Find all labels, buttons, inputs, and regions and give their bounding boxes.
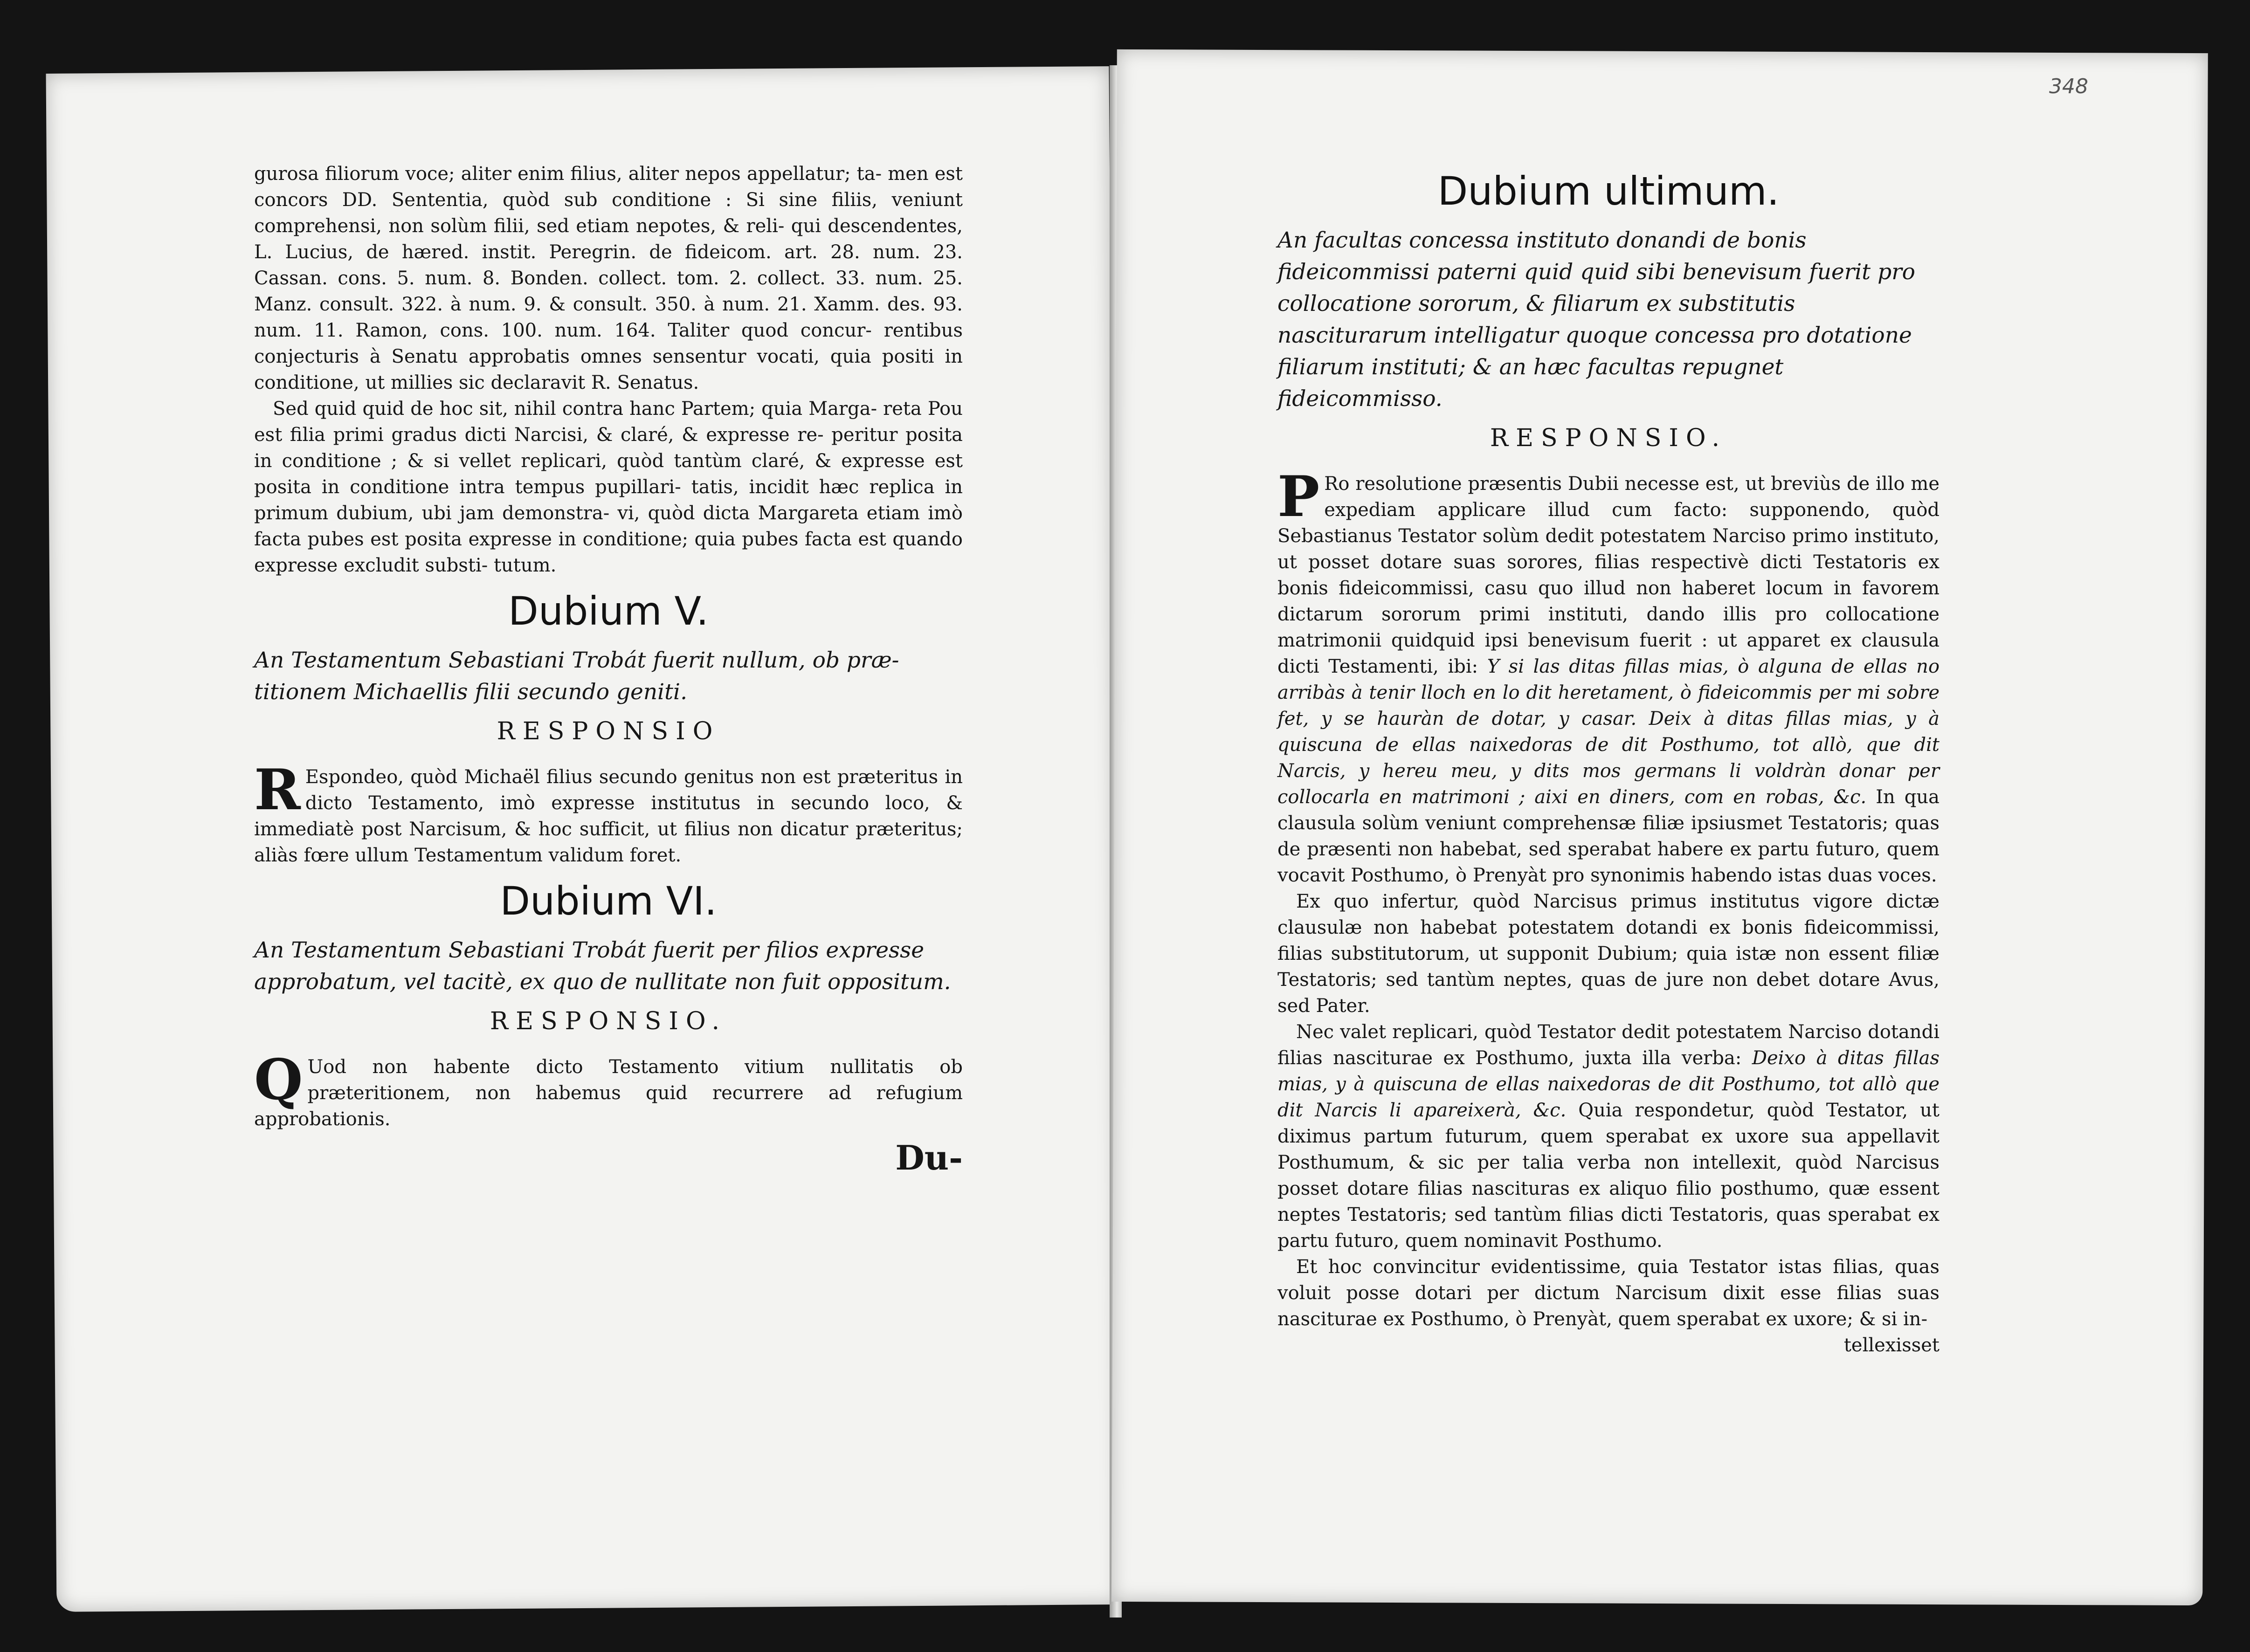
paragraph-3: Nec valet replicari, quòd Testator dedit potestatem Narciso dotandi filias nasciturae ex Posthumo, juxta illa verba: Deixo à ditas fillas mias, y à quiscuna de ellas naixedoras de dit Posthumo, tot allò que dit Narcis li apareixerà, &c. Quia respondetur, quòd Testator, ut diximus partum futurum, quem sperabat ex uxore sua appellavit Posthumum, & sic per talia verba non intellexit, quòd Narcisus posset dotare filias nascituras ex aliquo filio posthumo, quæ essent neptes Testatoris; sed tantùm filias dicti Testatoris, quas sperabat ex partu futuro, quem nominavit Posthumo. — [1277, 1021, 1940, 1252]
dubium-vi-answer: Q Uod non habente dicto Testamento vitium nullitatis ob præteritionem, non habemus quid recurrere ad refugium approbationis. — [254, 1047, 963, 1130]
dubium-vi-responsio-label: RESPONSIO. — [490, 1007, 727, 1035]
paragraph-4: Et hoc convincitur evidentissime, quia Testator istas filias, quas voluit posse dotari per dictum Narcisum dixit esse filias suas nasciturae ex Posthumo, ò Prenyàt, quem sperabat ex uxore; & si in- — [1277, 1256, 1939, 1330]
right-page-text — [1277, 158, 1939, 1358]
testament-quote: Y si las ditas fillas mias, ò alguna de ellas no arribàs à tenir lloch en lo dit heretament, ò fideicommis per mi sobre fet, y se hauràn de dotar, y casar. Deix à ditas fillas mias, y à quiscuna de ellas naixedoras de dit Posthumo, tot allò, que dit Narcis, y hereu meu, y dits mos germans li voldràn donar per collocarla en matrimoni ; aixi en diners, com en robas, &c. — [1277, 656, 1940, 808]
dubium-vi-heading: Dubium VI. — [500, 878, 717, 924]
dubium-v-heading: Dubium V. — [508, 588, 709, 634]
testament-quote: Deixo à ditas fillas mias, y à quiscuna de ellas naixedoras de dit Posthumo, tot allò que dit Narcis li apareixerà, &c. — [1277, 1047, 1940, 1121]
responsio-label: RESPONSIO. — [1490, 424, 1727, 452]
paragraph-2: Sed quid quid de hoc sit, nihil contra hanc Partem; quia Marga- reta Pou est filia primi gradus dicti Narcisi, & claré, & expresse re- peritur posita in conditione ; & si vellet replicari, quòd tantùm claré, & expresse est posita in conditione intra tempus pupillari- tatis, incidit hæc replica in primum dubium, ubi jam demonstra- vi, quòd dicta Margareta etiam imò facta pubes est posita expresse in conditione; quia pubes facta est quando expresse excludit substi- tutum. — [254, 398, 963, 576]
catchword: Du- — [895, 1138, 963, 1177]
dropcap: Q — [254, 1047, 303, 1113]
dubium-v-answer: R Espondeo, quòd Michaël filius secundo genitus non est præteritus in dicto Testamento, imò expresse institutus in secundo loco, & immediatè post Narcisum, & hoc sufficit, ut filius non dicatur præteritus; aliàs fœre ullum Testamentum validum foret. — [254, 757, 963, 866]
dubium-ultimum-heading: Dubium ultimum. — [1437, 168, 1780, 214]
folio-number: 348 — [2049, 75, 2088, 98]
dubium-v-question: An Testamentum Sebastiani Trobát fuerit nullum, ob præ-titionem Michaellis filii secundo geniti. — [254, 647, 899, 705]
dubium-v-responsio-label: RESPONSIO — [497, 717, 720, 745]
dubium-ultimum-question: An facultas concessa instituto donandi de bonis fideicommissi paterni quid quid sibi benevisum fuerit pro collocatione sororum, & filiarum ex substitutis nasciturarum intelligatur quoque concessa pro dotatione filiarum instituti; & an hæc facultas repugnet fideicommisso. — [1277, 227, 1915, 412]
paragraph-1: gurosa filiorum voce; aliter enim filius, aliter nepos appellatur; ta- men est concors DD. Sententia, quòd sub conditione : Si sine filiis, veniunt comprehensi, non solùm filii, sed etiam nepotes, & reli- qui descendentes, L. Lucius, de hæred. instit. Peregrin. de fideicom. art. 28. num. 23. Cassan. cons. 5. num. 8. Bonden. collect. tom. 2. collect. 33. num. 25. Manz. consult. 322. à num. 9. & consult. 350. à num. 21. Xamm. des. 93. num. 11. Ramon, cons. 100. num. 164. Taliter quod concur- rentibus conjecturis à Senatu approbatis omnes sensentur vocati, quia positi in conditione, ut millies sic declaravit R. Senatus. — [254, 163, 963, 393]
catchword: tellexisset — [1843, 1335, 1939, 1356]
dropcap: P — [1277, 464, 1320, 530]
paragraph-1: P Ro resolutione præsentis Dubii necesse est, ut breviùs de illo me expediam applicare illud cum facto: supponendo, quòd Sebastianus Testator solùm dedit potestatem Narciso primo instituto, ut posset dotare suas sorores, filias respectivè dicti Testatoris ex bonis fideicommissi, casu quo illud non haberet locum in favorem dictarum sororum primi instituti, dando illis pro collocatione matrimonii quidquid ipsi benevisum fuerit : ut apparet ex clausula dicti Testamenti, ibi: Y si las ditas fillas mias, ò alguna de ellas no arribàs à tenir lloch en lo dit heretament, ò fideicommis per mi sobre fet, y se hauràn de dotar, y casar. Deix à ditas fillas mias, y à quiscuna de ellas naixedoras de dit Posthumo, tot allò, que dit Narcis, y hereu meu, y dits mos germans li voldràn donar per collocarla en matrimoni ; aixi en diners, com en robas, &c. In qua clausula solùm veniunt comprehensæ filiæ ipsiusmet Testatoris; quas de præsenti non habebat, sed sperabat habere ex partu futuro, quem vocavit Posthumo, ò Prenyàt pro synonimis habendo istas duas voces. — [1277, 464, 1940, 886]
dubium-vi-question: An Testamentum Sebastiani Trobát fuerit per filios expresse approbatum, vel tacitè, ex quo de nullitate non fuit oppositum. — [254, 937, 951, 995]
left-page-text — [254, 161, 963, 1179]
paragraph-2: Ex quo infertur, quòd Narcisus primus institutus vigore dictæ clausulæ non habebat potestatem dotandi ex bonis fideicommissi, filias substitutorum, ut supponit Dubium; quia istæ non essent filiæ Testatoris; sed tantùm neptes, quas de jure non debet dotare Avus, sed Pater. — [1277, 891, 1939, 1017]
dropcap: R — [254, 757, 301, 823]
